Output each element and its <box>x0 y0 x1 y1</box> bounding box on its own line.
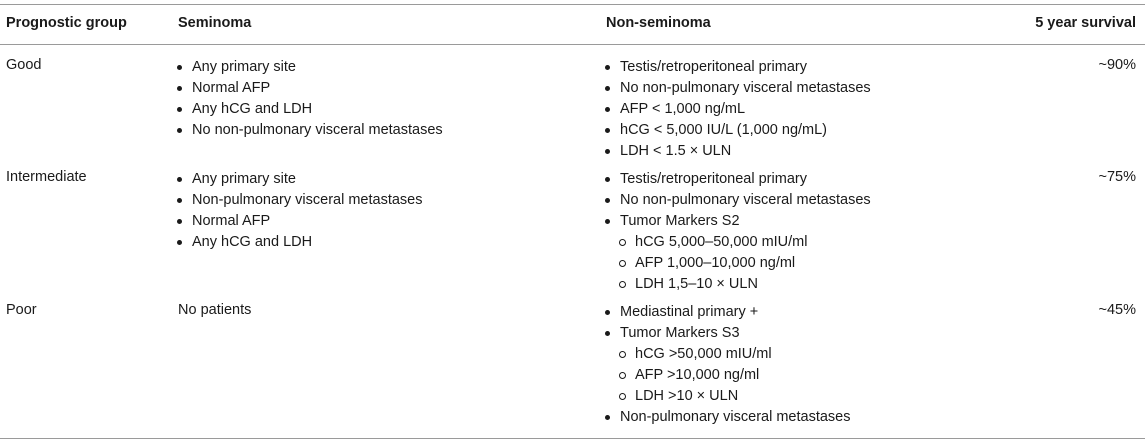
sub-list-item: hCG 5,000–50,000 mIU/ml <box>601 232 871 253</box>
sub-list-item: AFP >10,000 ng/ml <box>601 365 850 386</box>
sub-list-item: hCG >50,000 mIU/ml <box>601 344 850 365</box>
list-item: Testis/retroperitoneal primary <box>601 169 871 190</box>
header-5-year-survival: 5 year survival <box>1035 15 1136 31</box>
list-item: No non-pulmonary visceral metastases <box>173 120 443 141</box>
row-good-seminoma <box>173 57 443 141</box>
header-rule <box>0 44 1145 45</box>
list-item: Any primary site <box>173 169 422 190</box>
row-intermediate-non-seminoma <box>601 169 871 295</box>
sub-list-item: AFP 1,000–10,000 ng/ml <box>601 253 871 274</box>
row-good-survival: ~90% <box>1098 57 1136 73</box>
row-good-non-seminoma <box>601 57 871 162</box>
list-item: AFP < 1,000 ng/mL <box>601 99 871 120</box>
sub-list-item: LDH 1,5–10 × ULN <box>601 274 871 295</box>
row-poor-group: Poor <box>6 302 37 318</box>
sub-list-item: LDH >10 × ULN <box>601 386 850 407</box>
row-good-group: Good <box>6 57 42 73</box>
row-poor-non-seminoma <box>601 302 850 428</box>
list-item: hCG < 5,000 IU/L (1,000 ng/mL) <box>601 120 871 141</box>
list-item: Tumor Markers S2 <box>601 211 871 232</box>
list-item: Tumor Markers S3 <box>601 323 850 344</box>
row-intermediate-survival: ~75% <box>1098 169 1136 185</box>
list-item: No non-pulmonary visceral metastases <box>601 78 871 99</box>
row-intermediate-group: Intermediate <box>6 169 87 185</box>
row-poor-seminoma: No patients <box>178 302 252 318</box>
row-poor-survival: ~45% <box>1098 302 1136 318</box>
list-item: No non-pulmonary visceral metastases <box>601 190 871 211</box>
list-item: Normal AFP <box>173 78 443 99</box>
list-item: Non-pulmonary visceral metastases <box>601 407 850 428</box>
list-item: Any hCG and LDH <box>173 232 422 253</box>
header-prognostic-group: Prognostic group <box>6 15 127 31</box>
list-item: Non-pulmonary visceral metastases <box>173 190 422 211</box>
list-item: Any primary site <box>173 57 443 78</box>
list-item: Normal AFP <box>173 211 422 232</box>
table-bottom-rule <box>0 438 1145 439</box>
row-intermediate-seminoma <box>173 169 422 253</box>
list-item: Testis/retroperitoneal primary <box>601 57 871 78</box>
table-top-rule <box>0 4 1145 5</box>
list-item: Mediastinal primary + <box>601 302 850 323</box>
header-non-seminoma: Non-seminoma <box>606 15 711 31</box>
list-item: Any hCG and LDH <box>173 99 443 120</box>
list-item: LDH < 1.5 × ULN <box>601 141 871 162</box>
header-seminoma: Seminoma <box>178 15 252 31</box>
